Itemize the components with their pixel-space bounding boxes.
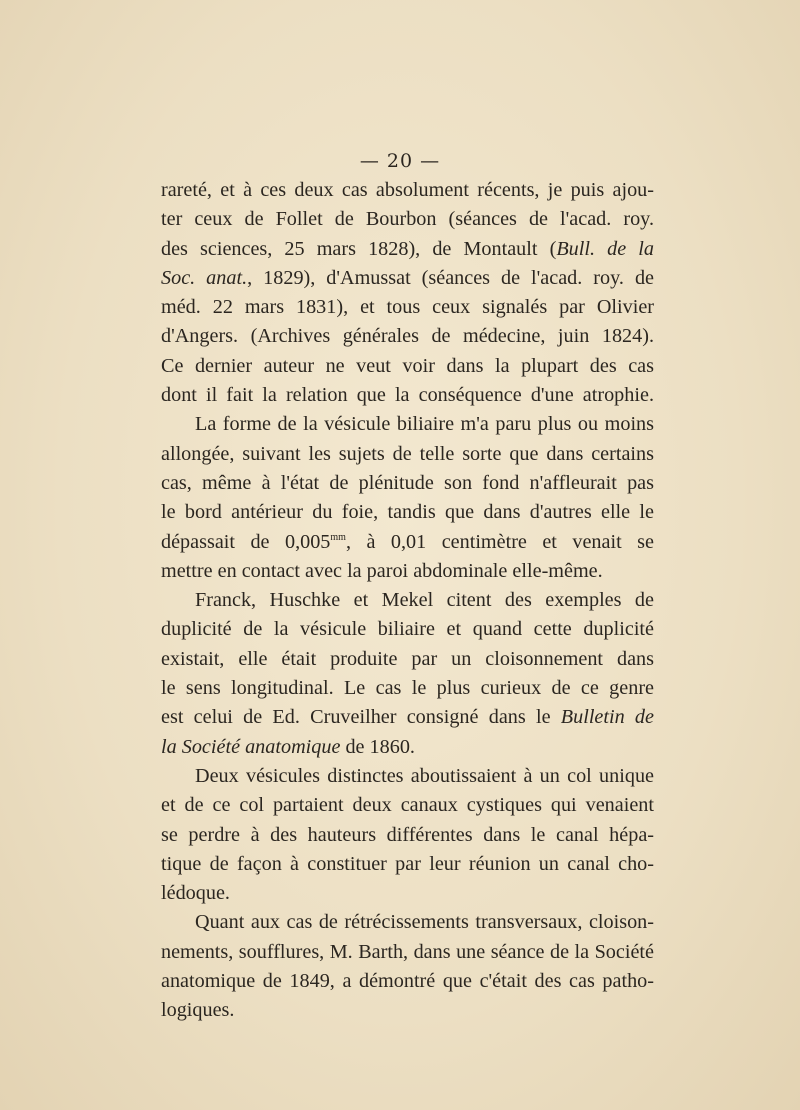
text-line: le sens longitudinal. Le cas le plus curieux de ce genre xyxy=(161,677,654,700)
text-line xyxy=(161,733,654,762)
text-run: , à 0,01 centimètre et venait se xyxy=(345,530,654,553)
text-line: Franck, Huschke et Mekel citent des exemples de xyxy=(195,589,654,612)
text-run: de 1860. xyxy=(340,735,415,758)
text-line: et de ce col partaient deux canaux cystiques qui venaient xyxy=(161,794,654,817)
text-line: ter ceux de Follet de Bourbon (séances de l'acad. roy. xyxy=(161,208,654,231)
text-line: La forme de la vésicule biliaire m'a paru plus ou moins xyxy=(195,413,654,436)
text-line: méd. 22 mars 1831), et tous ceux signalés par Olivier xyxy=(161,296,654,319)
text-line: Quant aux cas de rétrécissements transversaux, cloison- xyxy=(195,911,654,934)
text-run: , 1829), d'Amussat (séances de l'acad. roy. de xyxy=(247,266,654,289)
text-line: d'Angers. (Archives générales de médecine, juin 1824). xyxy=(161,325,654,348)
text-line: le bord antérieur du foie, tandis que dans d'autres elle le xyxy=(161,501,654,524)
text-line: Ce dernier auteur ne veut voir dans la plupart des cas xyxy=(161,354,654,377)
text-line xyxy=(161,264,654,293)
text-line: Deux vésicules distinctes aboutissaient à un col unique xyxy=(195,764,654,787)
italic-citation: Soc. anat. xyxy=(161,266,248,289)
text-line: allongée, suivant les sujets de telle sorte que dans certains xyxy=(161,442,654,465)
text-run: des sciences, 25 mars 1828), de Montault ( xyxy=(161,237,557,260)
text-line: logiques. xyxy=(161,999,235,1022)
italic-citation: Bulletin de xyxy=(560,706,654,729)
text-line: existait, elle était produite par un cloisonnement dans xyxy=(161,647,654,670)
italic-citation: la Société anatomique xyxy=(161,735,341,758)
text-run: est celui de Ed. Cruveilher consigné dans le xyxy=(161,706,561,729)
text-line: dont il fait la relation que la conséquence d'une atrophie. xyxy=(161,384,654,407)
text-line xyxy=(161,703,654,732)
text-line: lédoque. xyxy=(161,882,230,905)
text-line: nements, soufflures, M. Barth, dans une séance de la Société xyxy=(161,940,654,963)
text-line: anatomique de 1849, a démontré que c'était des cas patho- xyxy=(161,970,654,993)
page-number: — 20 — xyxy=(359,150,441,172)
text-line: duplicité de la vésicule biliaire et quand cette duplicité xyxy=(161,618,654,641)
italic-citation: Bull. de la xyxy=(556,237,654,260)
text-run: dépassait de 0,005 xyxy=(161,530,331,553)
text-line: tique de façon à constituer par leur réunion un canal cho- xyxy=(161,852,654,875)
unit-superscript: mm xyxy=(330,531,346,543)
text-line: rareté, et à ces deux cas absolument récents, je puis ajou- xyxy=(161,179,654,201)
text-line: mettre en contact avec la paroi abdominale elle-même. xyxy=(161,559,603,582)
text-line: cas, même à l'état de plénitude son fond n'affleurait pas xyxy=(161,471,654,494)
text-line xyxy=(161,235,654,264)
text-line xyxy=(161,528,654,557)
text-line: se perdre à des hauteurs différentes dans le canal hépa- xyxy=(161,823,654,846)
body-text xyxy=(161,176,654,1026)
